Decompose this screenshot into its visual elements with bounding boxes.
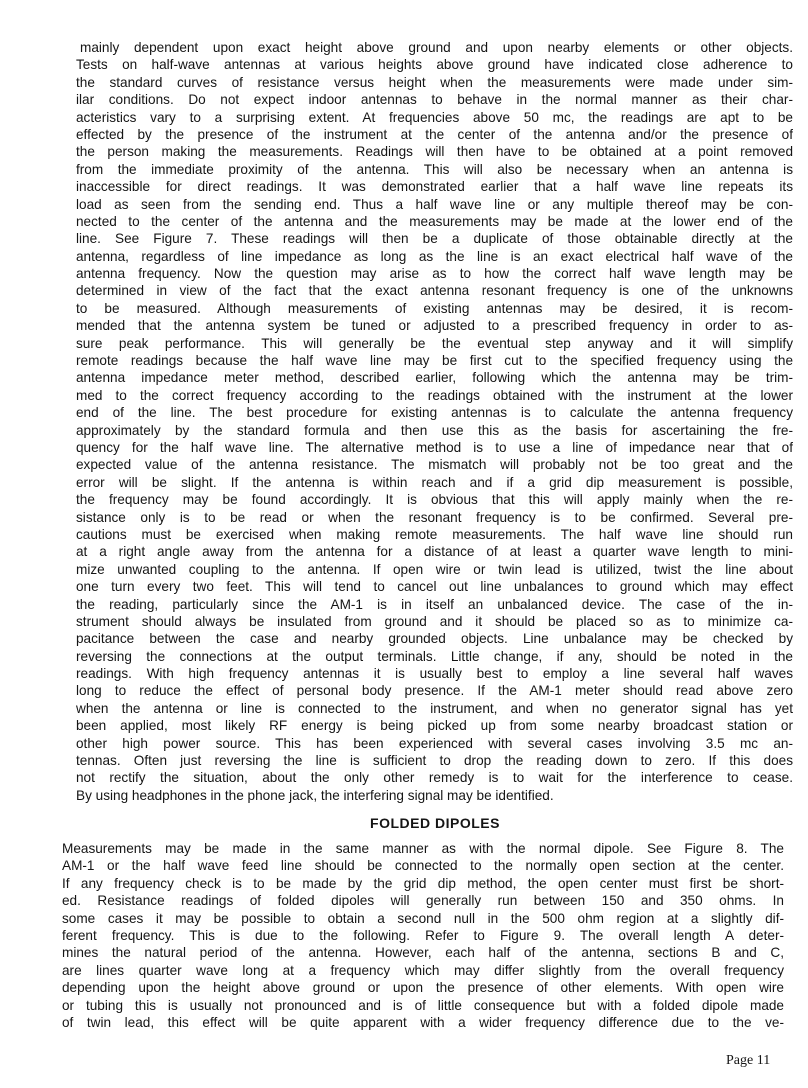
section-heading: FOLDED DIPOLES <box>370 815 500 831</box>
folded-dipoles-paragraph <box>62 840 784 1031</box>
text-line: antenna impedance meter method, described earlier, following which the antenna may be trim- <box>76 370 793 386</box>
text-line: Tests on half-wave antennas at various heights above ground have indicated close adherence to <box>76 57 793 73</box>
text-line: or tubing this is usually not pronounced and is of little consequence but with a folded dipole made <box>62 997 784 1013</box>
text-line: remote readings because the half wave line may be first cut to the specified frequency using the <box>76 353 793 369</box>
text-line: cautions must be exercised when making remote measurements. The half wave line should run <box>76 526 793 542</box>
text-line: the person making the measurements. Readings will then have to be obtained at a point removed <box>76 144 793 160</box>
text-line: antenna frequency. Now the question may arise as to how the correct half wave length may be <box>76 266 793 282</box>
text-line: error will be slight. If the antenna is within reach and if a grid dip measurement is possible, <box>76 474 793 490</box>
text-line: the reading, particularly since the AM-1 is in itself an unbalanced device. The case of the in- <box>76 596 793 612</box>
text-line: inaccessible for direct readings. It was demonstrated earlier that a half wave line repeats its <box>76 179 793 195</box>
text-line: from the immediate proximity of the antenna. This will also be necessary when an antenna is <box>76 161 793 177</box>
text-line: AM-1 or the half wave feed line should be connected to the normally open section at the center. <box>62 858 784 874</box>
text-line: the frequency may be found accordingly. It is obvious that this will apply mainly when the re- <box>76 492 793 508</box>
text-line: By using headphones in the phone jack, the interfering signal may be identified. <box>76 787 554 803</box>
text-line: the standard curves of resistance versus height when the measurements were made under sim- <box>76 74 793 90</box>
text-line: antenna, regardless of line impedance as long as the line is an exact electrical half wave of the <box>76 248 793 264</box>
text-line: sistance only is to be read or when the resonant frequency is to be confirmed. Several pre- <box>76 509 793 525</box>
text-line: mines the natural period of the antenna. However, each half of the antenna, sections B and C, <box>62 945 784 961</box>
body-text-section <box>76 39 793 804</box>
text-line: expected value of the antenna resistance. The mismatch will probably not be too great and the <box>76 457 793 473</box>
text-line: when the antenna or line is connected to the instrument, and when no generator signal has yet <box>76 700 793 716</box>
text-line: reversing the connections at the output terminals. Little change, if any, should be noted in the <box>76 648 793 664</box>
text-line: sure peak performance. This will generally be the eventual step anyway and it will simplify <box>76 335 793 351</box>
text-line: not rectify the situation, about the only other remedy is to wait for the interference to cease. <box>76 770 793 786</box>
text-line: If any frequency check is to be made by the grid dip method, the open center must first be short- <box>62 875 784 891</box>
text-line: depending upon the height above ground or upon the presence of other elements. With open wire <box>62 980 784 996</box>
text-line: load as seen from the sending end. Thus a half wave line or any multiple thereof may be con- <box>76 196 793 212</box>
text-line: pacitance between the case and nearby grounded objects. Line unbalance may be checked by <box>76 631 793 647</box>
text-line: tennas. Often just reversing the line is sufficient to drop the reading down to zero. If this does <box>76 753 793 769</box>
text-line: mize unwanted coupling to the antenna. If open wire or twin lead is utilized, twist the line about <box>76 561 793 577</box>
text-line: some cases it may be possible to obtain a second null in the 500 ohm region at a slightly dif- <box>62 910 784 926</box>
text-line: med to the correct frequency according to the readings obtained with the instrument at the lower <box>76 387 793 403</box>
text-line: line. See Figure 7. These readings will then be a duplicate of those obtainable directly at the <box>76 231 793 247</box>
text-line: ferent frequency. This is due to the following. Refer to Figure 9. The overall length A deter- <box>62 927 784 943</box>
text-line: are lines quarter wave long at a frequency which may differ slightly from the overall frequency <box>62 962 784 978</box>
text-line: other high power source. This has been experienced with several cases involving 3.5 mc an- <box>76 735 793 751</box>
text-line: readings. With high frequency antennas it is usually best to employ a line several half waves <box>76 666 793 682</box>
text-line: ilar conditions. Do not expect indoor antennas to behave in the normal manner as their char- <box>76 92 793 108</box>
text-line: acteristics vary to a surprising extent. At frequencies above 50 mc, the readings are apt to be <box>76 109 793 125</box>
text-line: quency for the half wave line. The alternative method is to use a line of impedance near that of <box>76 439 793 455</box>
text-line: long to reduce the effect of personal body presence. If the AM-1 meter should read above zero <box>76 683 793 699</box>
text-line: one turn every two feet. This will tend to cancel out line unbalances to ground which may effect <box>76 579 793 595</box>
text-line: mainly dependent upon exact height above ground and upon nearby elements or other objects. <box>80 40 793 55</box>
text-line: mended that the antenna system be tuned or adjusted to a prescribed frequency in order to as- <box>76 318 793 334</box>
text-line: nected to the center of the antenna and the measurements may be made at the lower end of the <box>76 213 793 229</box>
text-line: Measurements may be made in the same manner as with the normal dipole. See Figure 8. The <box>62 841 784 856</box>
text-line: at a right angle away from the antenna for a distance of at least a quarter wave length to mini- <box>76 544 793 560</box>
text-line: end of the line. The best procedure for existing antennas is to calculate the antenna frequency <box>76 405 793 421</box>
text-line: been applied, most likely RF energy is being picked up from some nearby broadcast station or <box>76 718 793 734</box>
text-line: of twin lead, this effect will be quite apparent with a wider frequency difference due to the ve- <box>62 1014 784 1030</box>
text-line: effected by the presence of the instrument at the center of the antenna and/or the presence of <box>76 126 793 142</box>
text-line: strument should always be insulated from ground and it should be placed so as to minimize ca- <box>76 613 793 629</box>
text-line: approximately by the standard formula and then use this as the basis for ascertaining the fre- <box>76 422 793 438</box>
text-line: to be measured. Although measurements of existing antennas may be desired, it is recom- <box>76 300 793 316</box>
text-line: ed. Resistance readings of folded dipoles will generally run between 150 and 350 ohms. In <box>62 893 784 909</box>
text-line: determined in view of the fact that the exact antenna resonant frequency is one of the unknowns <box>76 283 793 299</box>
page-number: Page 11 <box>726 1053 771 1068</box>
